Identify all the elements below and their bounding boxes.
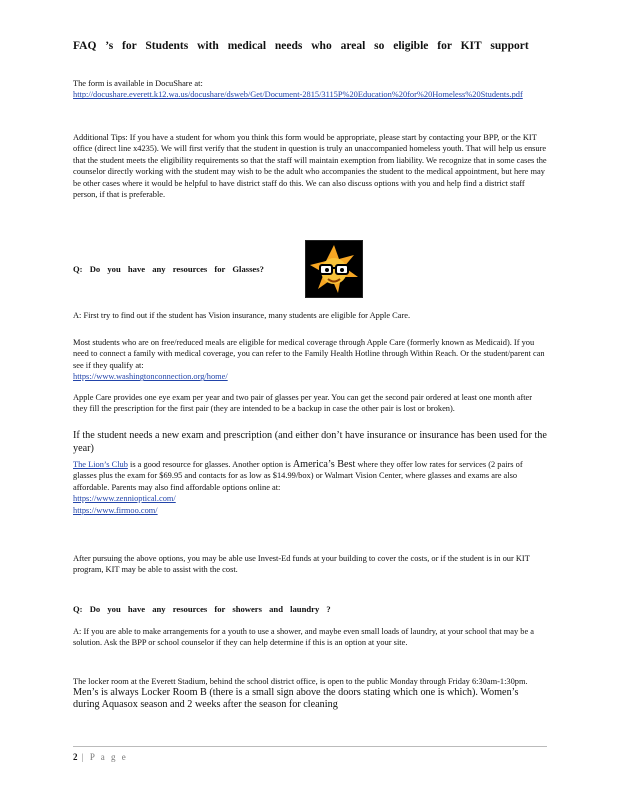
form-info <box>73 78 547 101</box>
showers-answer-1: A: If you are able to make arrangements for a youth to use a shower, and maybe even small loads of laundry, at your school that may be a solution. Ask the BPP or school counselor if they can help determine if this is an option at your site. <box>73 627 534 648</box>
zenni-link[interactable]: https://www.zennioptical.com/ <box>73 494 176 504</box>
firmoo-link[interactable]: https://www.firmoo.com/ <box>73 505 158 515</box>
docushare-link[interactable]: http://docushare.everett.k12.wa.us/docushare/dsweb/Get/Document-2815/3115P%20Education%20for%20Homeless%20Students.pdf <box>73 90 523 100</box>
glasses-answer-5: The Lion’s Club is a good resource for glasses. Another option is America’s Best where they offer low rates for services (2 pairs of glasses plus the exam for $69.95 and contacts for as low as $14.99/box) or Walmart Vision Center, where glasses and exams are also affordable. Parents may also find affordable options online at: https://www.zennioptical.com/ https://www.firmoo.com/ <box>73 459 523 515</box>
page-label: P a g e <box>89 752 128 762</box>
glasses-answer-1: A: First try to find out if the student has Vision insurance, many students are eligible for Apple Care. <box>73 311 411 320</box>
page-title: FAQ ’s for Students with medical needs who areal so eligible for KIT support <box>73 40 529 52</box>
footer-divider <box>73 746 547 747</box>
showers-answer-2: The locker room at the Everett Stadium, behind the school district office, is open to the public Monday through Friday 6:30am-1:30pm. Men’s is always Locker Room B (there is a small sign above the doors stating which one is which). Women’s during Aquasox season and 2 weeks after the season for cleaning <box>73 677 528 710</box>
glasses-answer-3: Apple Care provides one eye exam per year and two pair of glasses per year. You can get the second pair ordered at least one month after they fill the prescription for the first pair (they are intended to be a backup in case the other pair is lost or broken). <box>73 393 533 414</box>
page-footer: 2 | P a g e <box>73 752 128 762</box>
showers-question: Q: Do you have any resources for showers and laundry ? <box>73 604 331 614</box>
glasses-answer-6: After pursuing the above options, you may be able use Invest-Ed funds at your building to cover the costs, or if the student is in our KIT program, KIT may be able to assist with the cost. <box>73 554 530 575</box>
form-intro: The form is available in DocuShare at: <box>73 79 203 88</box>
glasses-answer-2: Most students who are on free/reduced meals are eligible for medical coverage through Apple Care (formerly known as Medicaid). If you need to connect a family with medical coverage, you can refer to the Family Health Hotline through Within Reach. Or the student/parent can see if they qualify at: https://www.washingtonconnection.org/home/ <box>73 338 545 382</box>
glasses-answer-4: If the student needs a new exam and prescription (and either don’t have insurance or insurance has been used for the year) <box>73 430 547 454</box>
additional-tips: Additional Tips: If you have a student for whom you think this form would be appropriate, please start by contacting your BPP, or the KIT office (direct line x4235). We will first verify that the student in question is truly an unaccompanied homeless youth. That will help us ensure that the student meets the eligibility requirements so that the staff will maintain exemption from liability. We recognize that in some cases the counselor directly working with the student may wish to be the adult who accompanies the student to the medical appointment, but here may be other cases where it would be helpful to have district staff do this. We can also discuss options with you and help find a district staff person, if that is preferable. <box>73 133 547 200</box>
glasses-question: Q: Do you have any resources for Glasses? <box>73 264 264 274</box>
lions-club-link[interactable]: The Lion’s Club <box>73 460 128 469</box>
page-number: 2 <box>73 752 78 762</box>
washington-connection-link[interactable]: https://www.washingtonconnection.org/home/ <box>73 372 228 382</box>
